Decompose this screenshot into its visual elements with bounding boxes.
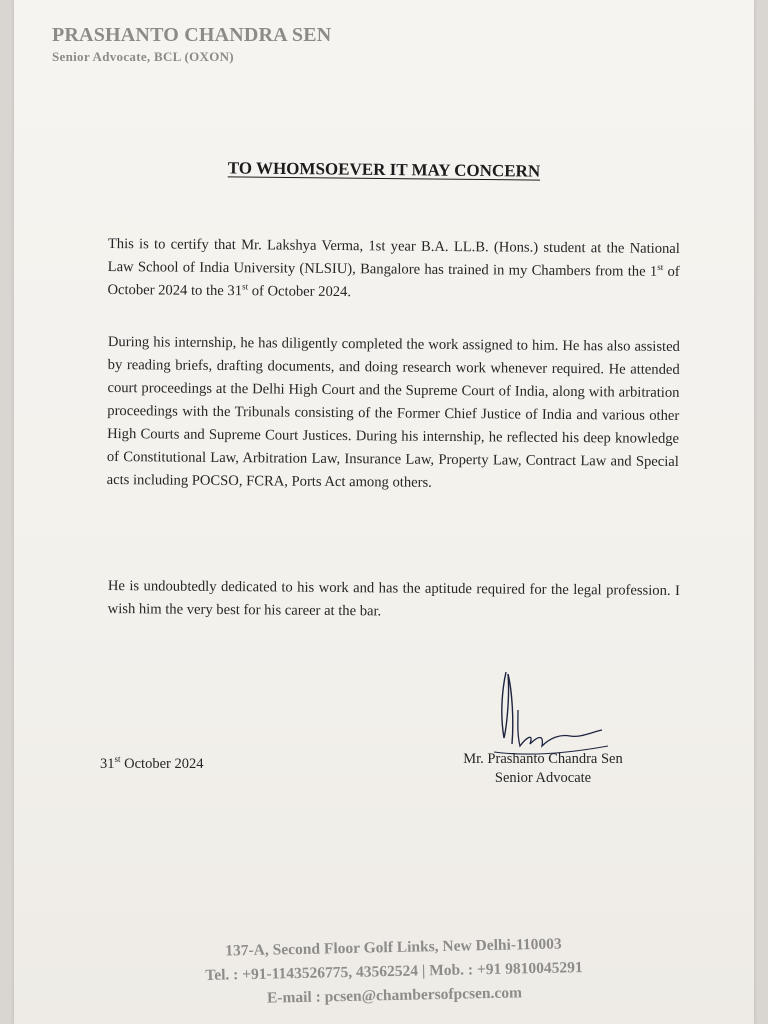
p1-text-2: of October 2024 to the 31: [107, 263, 680, 300]
letterhead-subtitle: Senior Advocate, BCL (OXON): [52, 49, 234, 64]
paragraph-internship: [106, 331, 680, 515]
p3-text: He is undoubtedly dedicated to his work and has the aptitude required for the legal profession. I wish him the very best for his career at the bar.: [107, 577, 680, 620]
p1-text-3: of October 2024.: [248, 283, 352, 301]
footer-address: 137-A, Second Floor Golf Links, New Delhi-110003: [225, 935, 562, 960]
footer-email: E-mail : pcsen@chambersofpcsen.com: [266, 984, 523, 1007]
letterhead: [52, 24, 331, 65]
footer-phone: Tel. : +91-1143526775, 43562524 | Mob. : +91 9810045291: [205, 959, 583, 984]
letterhead-name: PRASHANTO CHANDRA SEN: [52, 24, 332, 46]
signatory-title: Senior Advocate: [494, 770, 592, 786]
signatory-name: Mr. Prashanto Chandra Sen: [463, 751, 623, 767]
paragraph-closing: [107, 575, 680, 644]
letter-heading: [14, 156, 754, 184]
heading-text: TO WHOMSOEVER IT MAY CONCERN: [227, 158, 541, 181]
letter-date: [100, 756, 203, 773]
letterhead-footer: [163, 931, 624, 1013]
p1-sup-2: st: [242, 281, 249, 292]
paragraph-certification: [107, 233, 680, 325]
p2-text: During his internship, he has diligently completed the work assigned to him. He has also assisted by reading briefs, drafting documents, and doing research work whenever required. He attended court proceedings at the Delhi High Court and the Supreme Court of India, along with arbitration proceedings with the Tribunals consisting of the Former Chief Justice of India and various other High Courts and Supreme Court Justices. During his internship, he reflected his deep knowledge of Constitutional Law, Arbitration Law, Insurance Law, Property Law, Contract Law and Special acts including POCSO, FCRA, Ports Act among others.: [106, 333, 680, 491]
p1-sup-1: st: [657, 261, 664, 272]
date-rest: October 2024: [120, 756, 204, 772]
letter-page: [14, 0, 754, 1024]
date-day: 31: [100, 756, 115, 772]
p1-text-1: This is to certify that Mr. Lakshya Verma, 1st year B.A. LL.B. (Hons.) student at the National Law School of India University (NLSIU), Bangalore has trained in my Chambers from the 1: [107, 235, 680, 280]
signature-block: [438, 750, 648, 788]
date-sup: st: [114, 754, 121, 765]
